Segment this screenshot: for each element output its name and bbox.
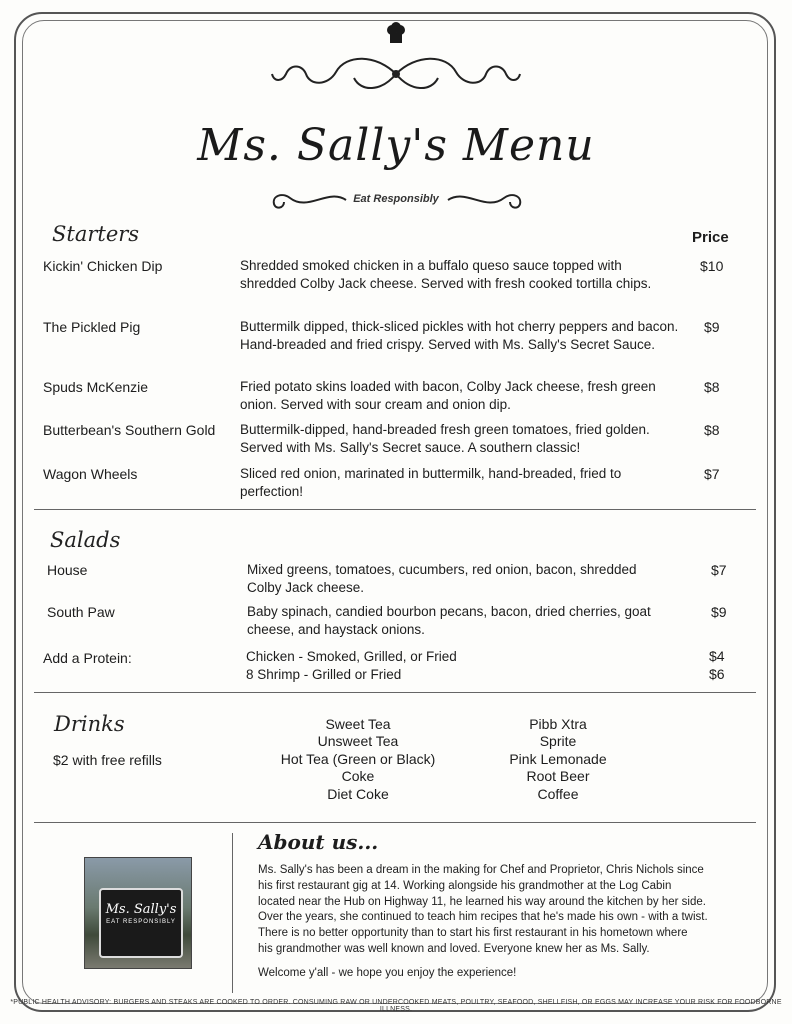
salad-name: South Paw [47,604,115,620]
starter-price: $9 [704,319,720,335]
drink-item: Pibb Xtra [529,716,587,732]
price-heading: Price [692,229,729,246]
starter-name: Kickin' Chicken Dip [43,258,163,274]
salads-heading: Salads [50,528,121,552]
tagline: Eat Responsibly [353,193,439,205]
sign-tagline: EAT RESPONSIBLY [106,919,176,925]
chef-hat-icon [386,22,406,44]
starters-heading: Starters [52,222,140,246]
protein-option: Chicken - Smoked, Grilled, or Fried [246,649,457,664]
restaurant-sign-photo [84,857,192,969]
salad-price: $7 [711,562,727,578]
section-divider [34,509,756,510]
protein-price: $6 [709,666,725,682]
about-line: located near the Hub on Highway 11, he learned his way around the kitchen by her side. [258,895,706,908]
drink-item: Sweet Tea [325,716,391,732]
starter-desc: Buttermilk dipped, thick-sliced pickles with hot cherry peppers and bacon. Hand-breaded and fried crispy. Served with Ms. Sally's Secret Sauce. [240,319,679,352]
protein-price: $4 [709,648,725,664]
starter-desc: Buttermilk-dipped, hand-breaded fresh green tomatoes, fried golden. Served with Ms. Sally's Secret sauce. A southern classic! [240,422,650,455]
starter-name: Butterbean's Southern Gold [43,422,216,438]
drinks-heading: Drinks [54,712,125,736]
drink-item: Hot Tea (Green or Black) [280,751,436,767]
add-protein-label: Add a Protein: [43,650,132,666]
salad-desc: Baby spinach, candied bourbon pecans, bacon, dried cherries, goat cheese, and haystack onions. [247,604,651,637]
starter-desc: Fried potato skins loaded with bacon, Colby Jack cheese, fresh green onion. Served with sour cream and onion dip. [240,379,656,412]
about-line: his first restaurant gig at 14. Working alongside his grandmother at the Log Cabin [258,879,672,892]
drink-item: Sprite [539,733,577,749]
about-divider [232,833,233,993]
drink-item: Diet Coke [327,786,389,802]
about-line: his grandmother was well known and loved. Everyone knew her as Ms. Sally. [258,942,650,955]
top-flourish-ornament [266,52,526,96]
starter-name: The Pickled Pig [43,319,141,335]
salad-desc: Mixed greens, tomatoes, cucumbers, red onion, bacon, shredded Colby Jack cheese. [247,562,637,595]
starter-price: $8 [704,379,720,395]
drinks-note: $2 with free refills [53,752,162,768]
about-body [258,863,758,958]
starter-price: $7 [704,466,720,482]
drink-item: Root Beer [526,768,590,784]
starter-price: $10 [700,258,724,274]
salad-price: $9 [711,604,727,620]
starter-name: Wagon Wheels [43,466,138,482]
menu-title: Ms. Sally's Menu [197,120,595,171]
salad-name: House [47,562,88,578]
drink-item: Coffee [537,786,579,802]
about-line: There is no better opportunity than to start his first restaurant in his hometown where [258,927,688,940]
health-advisory: *PUBLIC HEALTH ADVISORY: BURGERS AND STEAKS ARE COOKED TO ORDER. CONSUMING RAW OR UNDERCOOKED MEATS, POULTRY, SEAFOOD, SHELLFISH, OR EGGS MAY INCREASE YOUR RISK FOR FOODBORNE ILLNESS. [10,999,782,1013]
about-line: Over the years, she continued to teach him recipes that he's made his own - with a twist. [258,911,708,924]
starter-price: $8 [704,422,720,438]
section-divider [34,692,756,693]
drink-item: Pink Lemonade [509,751,607,767]
about-heading: About us... [258,830,379,854]
restaurant-sign [99,888,183,958]
drink-item: Coke [341,768,375,784]
section-divider [34,822,756,823]
starter-desc: Sliced red onion, marinated in buttermilk, hand-breaded, fried to perfection! [240,466,622,499]
protein-option: 8 Shrimp - Grilled or Fried [246,667,402,682]
drink-item: Unsweet Tea [317,733,399,749]
starter-name: Spuds McKenzie [43,379,149,395]
about-line: Ms. Sally's has been a dream in the making for Chef and Proprietor, Chris Nichols since [258,864,704,876]
sign-name: Ms. Sally's [105,902,177,917]
welcome-text: Welcome y'all - we hope you enjoy the experience! [258,967,517,979]
starter-desc: Shredded smoked chicken in a buffalo queso sauce topped with shredded Colby Jack cheese. Served with fresh cooked tortilla chips. [240,258,652,291]
